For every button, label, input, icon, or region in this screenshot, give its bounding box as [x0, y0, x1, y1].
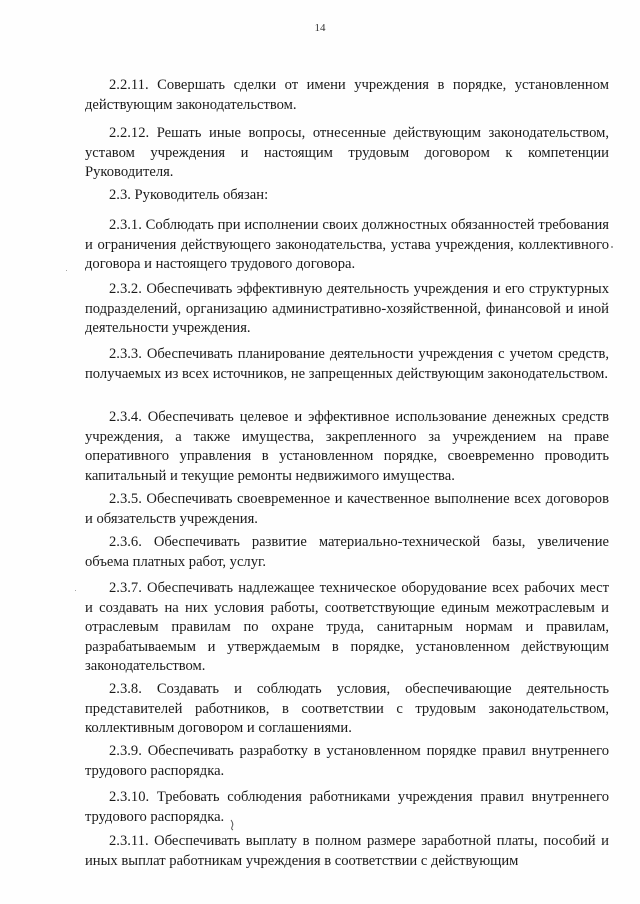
paragraph-2-2-11: 2.2.11. Совершать сделки от имени учреждения в порядке, установленном действующим законодательством.	[85, 77, 609, 113]
paragraph-2-3-2: 2.3.2. Обеспечивать эффективную деятельность учреждения и его структурных подразделений, организацию административно-хозяйственной, финансовой и иной деятельности учреждения.	[85, 281, 609, 336]
paragraph-2-2-12: 2.2.12. Решать иные вопросы, отнесенные действующим законодательством, уставом учреждения и настоящим трудовым договором к компетенции Руководителя.	[85, 125, 609, 180]
paragraph-2-3-6: 2.3.6. Обеспечивать развитие материально-технической базы, увеличение объема платных работ, услуг.	[85, 534, 609, 570]
pen-mark	[228, 818, 238, 832]
scan-speck	[611, 246, 613, 248]
paragraph-2-3-5: 2.3.5. Обеспечивать своевременное и качественное выполнение всех договоров и обязательств учреждения.	[85, 491, 609, 527]
paragraph-2-3-9: 2.3.9. Обеспечивать разработку в установленном порядке правил внутреннего трудового распорядка.	[85, 743, 609, 779]
paragraph-2-3-3: 2.3.3. Обеспечивать планирование деятельности учреждения с учетом средств, получаемых из всех источников, не запрещенных действующим законодательством.	[85, 346, 609, 382]
scan-speck	[75, 590, 76, 591]
scan-speck	[66, 270, 67, 271]
paragraph-2-3-8: 2.3.8. Создавать и соблюдать условия, обеспечивающие деятельность представителей работников, в соответствии с трудовым законодательством, коллективным договором и соглашениями.	[85, 681, 609, 736]
paragraph-2-3-11: 2.3.11. Обеспечивать выплату в полном размере заработной платы, пособий и иных выплат работникам учреждения в соответствии с действующим	[85, 833, 609, 869]
paragraph-2-3-1: 2.3.1. Соблюдать при исполнении своих должностных обязанностей требования и ограничения действующего законодательства, устава учреждения, коллективного договора и настоящего трудового договора.	[85, 217, 609, 272]
paragraph-2-3-10: 2.3.10. Требовать соблюдения работниками учреждения правил внутреннего трудового распорядка.	[85, 789, 609, 825]
paragraph-2-3-4: 2.3.4. Обеспечивать целевое и эффективное использование денежных средств учреждения, а также имущества, закрепленного за учреждением на праве оперативного управления в установленном порядке, своевременно проводить капитальный и текущие ремонты недвижимого имущества.	[85, 409, 609, 484]
page-number: 14	[314, 22, 326, 34]
paragraph-2-3-7: 2.3.7. Обеспечивать надлежащее техническое оборудование всех рабочих мест и создавать на них условия работы, соответствующие единым межотраслевым и отраслевым правилам по охране труда, санитарным нормам и правилам, разрабатываемым и утверждаемым в порядке, установленном действующим законодательством.	[85, 580, 609, 674]
section-heading-2-3: 2.3. Руководитель обязан:	[109, 187, 269, 203]
